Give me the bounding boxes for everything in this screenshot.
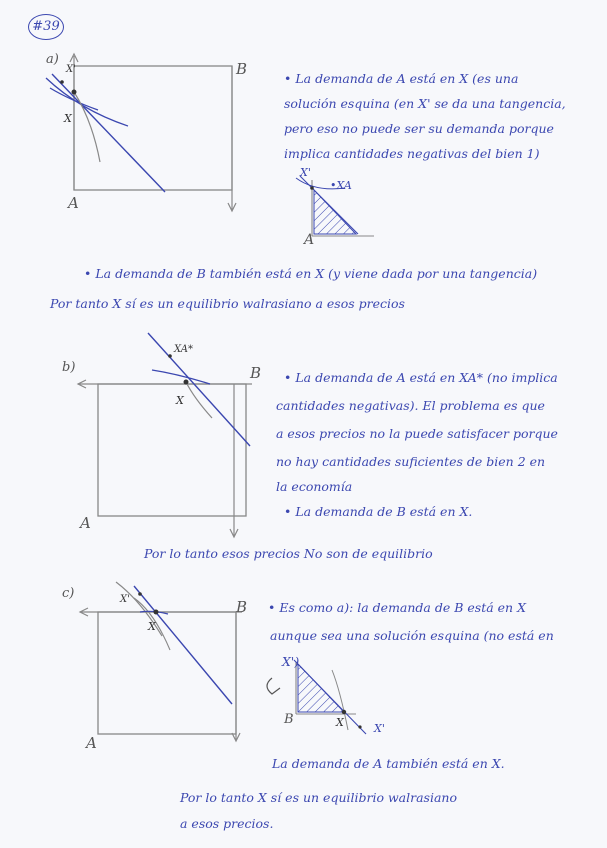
part-b-line-1: • La demanda de A está en XA* (no implica xyxy=(284,370,558,385)
diagram-a xyxy=(46,54,236,211)
edgeworth-box-c xyxy=(98,612,236,734)
part-a-line-4: implica cantidades negativas del bien 1) xyxy=(284,146,540,161)
inset-a-a: A xyxy=(304,232,315,248)
corner-a-a: A xyxy=(68,194,79,212)
point-xa-label-b: XA* xyxy=(174,344,193,355)
part-a-line-3: pero eso no puede ser su demanda porque xyxy=(284,121,554,136)
corner-b-b: B xyxy=(250,364,262,382)
part-c-a-demand: La demanda de A también está en X. xyxy=(272,756,505,771)
part-b-label: b) xyxy=(62,360,76,375)
corner-b-c: B xyxy=(236,598,248,616)
inset-c-b: B xyxy=(284,712,294,727)
inset-c-x: X xyxy=(336,716,344,729)
part-b-line-3: a esos precios no la puede satisfacer porque xyxy=(276,426,558,441)
point-x-a xyxy=(72,90,77,95)
point-x-b xyxy=(184,380,189,385)
part-a-line-2: solución esquina (en X' se da una tangencia, xyxy=(284,96,566,111)
part-b-line-2: cantidades negativas). El problema es que xyxy=(276,398,545,413)
edgeworth-box-a xyxy=(74,66,232,190)
point-x-label-a: X xyxy=(64,112,72,125)
part-a-conclusion: Por tanto X sí es un equilibrio walrasiano a esos precios xyxy=(50,296,405,311)
edgeworth-box-b xyxy=(98,384,246,516)
part-b-line-4: no hay cantidades suficientes de bien 2 en xyxy=(276,454,546,469)
point-xa-b xyxy=(168,354,172,358)
part-c-line-3: X') xyxy=(282,654,300,669)
indiff-curve-b-a xyxy=(46,78,128,126)
point-x-label-b: X xyxy=(176,394,184,407)
inset-c-x-prime: X' xyxy=(374,722,385,735)
part-a-line-1: • La demanda de A está en X (es una xyxy=(284,71,519,86)
corner-a-b: A xyxy=(80,514,91,532)
part-c-line-1: • Es como a): la demanda de B está en X xyxy=(268,600,526,615)
corner-a-c: A xyxy=(86,734,97,752)
point-x-c xyxy=(154,610,159,615)
point-x-prime-label-a: X' xyxy=(66,64,76,75)
point-x-prime-a xyxy=(60,80,64,84)
inset-c xyxy=(267,660,366,734)
part-c-conclusion-2: a esos precios. xyxy=(180,816,274,831)
inset-a-x-prime: X' xyxy=(300,166,311,179)
part-c-conclusion-1: Por lo tanto X sí es un equilibrio walrasiano xyxy=(180,790,457,805)
budget-line-b xyxy=(148,333,250,446)
part-b-b-demand: • La demanda de B está en X. xyxy=(284,504,473,519)
corner-b-a: B xyxy=(236,60,248,78)
part-a-label: a) xyxy=(46,52,59,67)
diagram-c xyxy=(80,582,242,741)
diagram-b xyxy=(78,333,252,537)
exercise-number: #39 xyxy=(28,14,64,40)
inset-a-xa: •XA xyxy=(330,179,352,192)
budget-line-a xyxy=(52,74,165,192)
point-x-prime-label-c: X' xyxy=(120,594,130,605)
part-a-b-demand: • La demanda de B también está en X (y viene dada por una tangencia) xyxy=(84,266,538,281)
part-c-label: c) xyxy=(62,586,75,601)
point-x-prime-c xyxy=(138,592,142,596)
part-b-conclusion: Por lo tanto esos precios No son de equilibrio xyxy=(144,546,433,561)
point-x-label-c: X xyxy=(148,620,156,633)
part-b-line-5: la economía xyxy=(276,479,353,494)
budget-line-c xyxy=(134,586,232,704)
part-c-line-2: aunque sea una solución esquina (no está en xyxy=(270,628,554,643)
